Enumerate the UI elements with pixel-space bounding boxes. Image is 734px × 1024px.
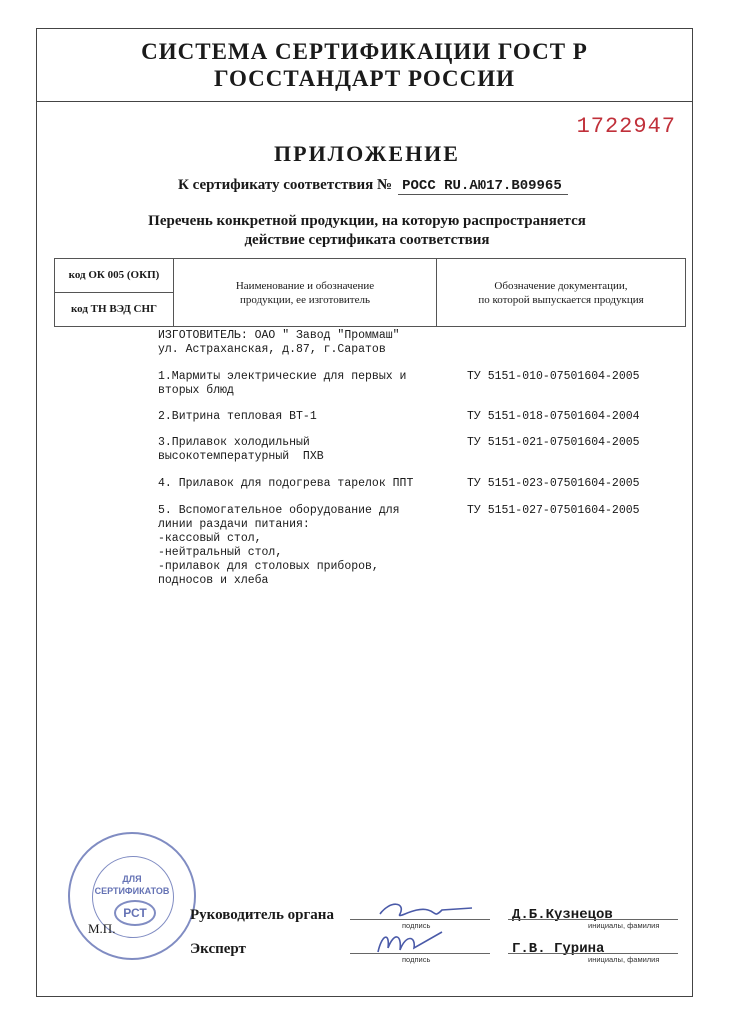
name-header-line-1: Наименование и обозначение	[235, 279, 375, 292]
item-5-doc: ТУ 5151-027-07501604-2005	[467, 504, 640, 517]
doc-header-line-1: Обозначение документации,	[494, 279, 628, 292]
item-3-line-2: высокотемпературный ПХВ	[158, 450, 324, 463]
item-5-line-6: подносов и хлеба	[158, 574, 269, 587]
expert-name-line	[508, 953, 678, 954]
item-2-line-1: 2.Витрина тепловая ВТ-1	[158, 410, 317, 423]
item-2-doc: ТУ 5151-018-07501604-2004	[467, 410, 640, 423]
subtitle-line-2: действие сертификата соответствия	[244, 232, 490, 248]
item-1-doc: ТУ 5151-010-07501604-2005	[467, 370, 640, 383]
item-5-line-3: -кассовый стол,	[158, 532, 262, 545]
header-line-1: СИСТЕМА СЕРТИФИКАЦИИ ГОСТ Р	[141, 39, 588, 64]
mp-label: М.П.	[88, 921, 116, 936]
rst-logo-icon: РСТ	[114, 900, 156, 926]
item-5-line-5: -прилавок для столовых приборов,	[158, 560, 379, 573]
expert-label: Эксперт	[190, 941, 246, 957]
head-name-line	[508, 919, 678, 920]
name-column-header	[174, 259, 437, 327]
head-signature	[376, 896, 486, 924]
code-column-header	[55, 259, 174, 327]
expert-sign-caption: подпись	[402, 955, 431, 964]
document-title: ПРИЛОЖЕНИЕ	[274, 141, 460, 166]
item-4-doc: ТУ 5151-023-07501604-2005	[467, 477, 640, 490]
stamp-text-2: СЕРТИФИКАТОВ	[94, 886, 170, 896]
name-header-line-2: продукции, ее изготовитель	[240, 293, 370, 306]
manufacturer-line-2: ул. Астраханская, д.87, г.Саратов	[158, 343, 386, 356]
code-okp-label: код ОК 005 (ОКП)	[55, 259, 173, 293]
doc-header-line-2: по которой выпускается продукция	[478, 293, 644, 306]
head-name: Д.Б.Кузнецов	[512, 907, 613, 923]
certificate-reference	[178, 177, 568, 194]
manufacturer-line-1: ИЗГОТОВИТЕЛЬ: ОАО " Завод "Проммаш"	[158, 329, 400, 342]
subtitle-line-1: Перечень конкретной продукции, на которую распространяется	[148, 213, 586, 229]
column-header-table	[54, 258, 686, 327]
head-name-caption: инициалы, фамилия	[588, 921, 660, 930]
code-tnved-label: код ТН ВЭД СНГ	[70, 303, 158, 315]
stamp-text-1: ДЛЯ	[122, 874, 142, 884]
doc-column-header	[437, 259, 686, 327]
item-5-line-1: 5. Вспомогательное оборудование для	[158, 504, 400, 517]
header-box	[36, 28, 693, 102]
item-5-line-2: линии раздачи питания:	[158, 518, 310, 531]
header-line-2: ГОССТАНДАРТ РОССИИ	[213, 66, 516, 91]
expert-name-caption: инициалы, фамилия	[588, 955, 660, 964]
item-1-line-2: вторых блюд	[158, 384, 234, 397]
item-1-line-1: 1.Мармиты электрические для первых и	[158, 370, 407, 383]
item-3-doc: ТУ 5151-021-07501604-2005	[467, 436, 640, 449]
registration-number: 1722947	[576, 114, 676, 139]
expert-name: Г.В. Гурина	[512, 941, 605, 957]
item-5-line-4: -нейтральный стол,	[158, 546, 283, 559]
item-3-line-1: 3.Прилавок холодильный	[158, 436, 310, 449]
certification-stamp	[68, 832, 196, 960]
head-sign-caption: подпись	[402, 921, 431, 930]
certificate-number: РОСС RU.АЮ17.В09965	[398, 178, 568, 195]
certificate-label: К сертификату соответствия №	[178, 177, 393, 193]
head-label: Руководитель органа	[190, 907, 334, 923]
item-4-line-1: 4. Прилавок для подогрева тарелок ППТ	[158, 477, 414, 490]
